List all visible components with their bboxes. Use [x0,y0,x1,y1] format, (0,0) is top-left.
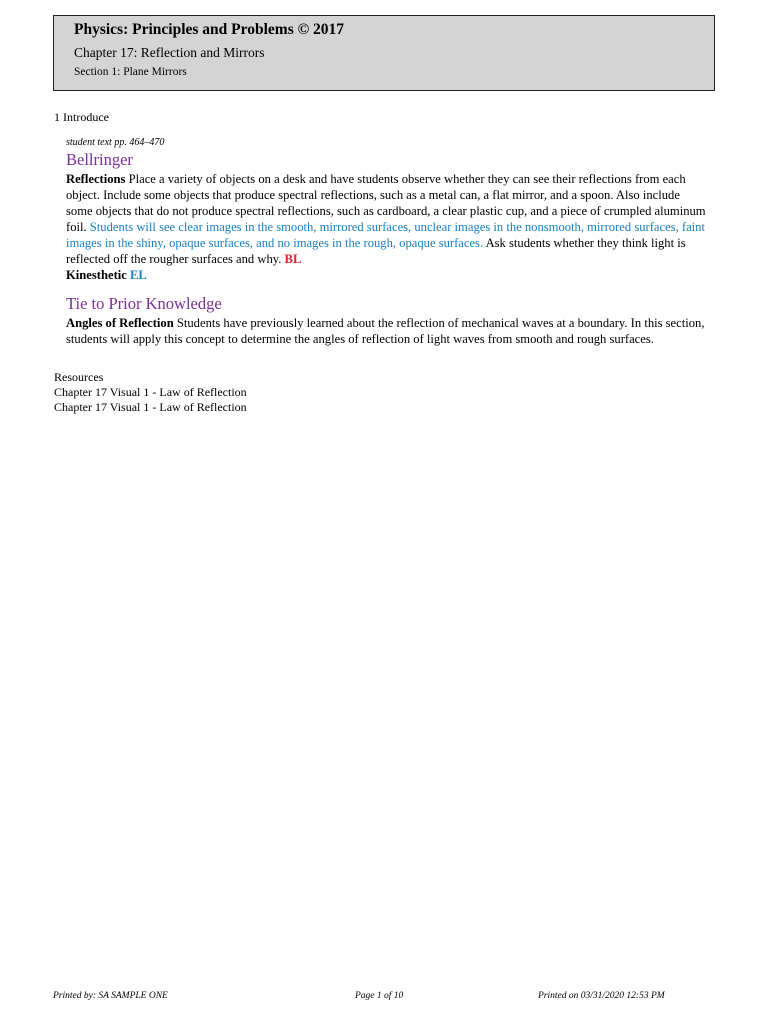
bellringer-paragraph [66,171,706,283]
el-tag: EL [130,268,147,282]
book-title: Physics: Principles and Problems © 2017 [74,21,345,38]
footer-page-number: Page 1 of 10 [355,991,404,1001]
bellringer-question: Ask students whether they think light is reflected off the rougher surfaces and why. [66,236,686,266]
section-title: Section 1: Plane Mirrors [74,66,187,78]
resource-link[interactable]: Chapter 17 Visual 1 - Law of Reflection [54,385,247,399]
chapter-title: Chapter 17: Reflection and Mirrors [74,45,265,60]
bellringer-lead: Reflections [66,172,126,186]
student-text-reference: student text pp. 464–470 [66,137,165,148]
footer-printed-on: Printed on 03/31/2020 12:53 PM [538,991,665,1001]
resource-link[interactable]: Chapter 17 Visual 1 - Law of Reflection [54,400,247,414]
kinesthetic-label: Kinesthetic [66,268,127,282]
footer-printed-by: Printed by: SA SAMPLE ONE [53,991,168,1001]
bellringer-answer: Students will see clear images in the smooth, mirrored surfaces, unclear images in the nonsmooth, mirrored surfaces, faint images in the shiny, opaque surfaces, and no images in the rough, opaque surfaces. [66,220,705,250]
step-label: 1 Introduce [54,110,109,124]
lesson-content [66,136,706,347]
resources-label: Resources [54,370,104,384]
prior-knowledge-lead: Angles of Reflection [66,316,174,330]
document-header [53,15,715,91]
prior-knowledge-text: Students have previously learned about the reflection of mechanical waves at a boundary. In this section, students will apply this concept to determine the angles of reflection of light waves from smooth and rough surfaces. [66,316,705,346]
prior-knowledge-paragraph [66,315,706,347]
prior-knowledge-heading: Tie to Prior Knowledge [66,294,222,313]
resources-list [54,370,247,415]
bellringer-text: Place a variety of objects on a desk and have students observe whether they can see their reflections from each object. Include some objects that produce spectral reflections, such as a metal can, a flat mirror, and a spoon. Also include some objects that do not produce spectral reflections, such as cardboard, a clear plastic cup, and a piece of crumpled aluminum foil. [66,172,706,234]
bellringer-heading: Bellringer [66,150,133,169]
bl-tag: BL [284,252,302,266]
